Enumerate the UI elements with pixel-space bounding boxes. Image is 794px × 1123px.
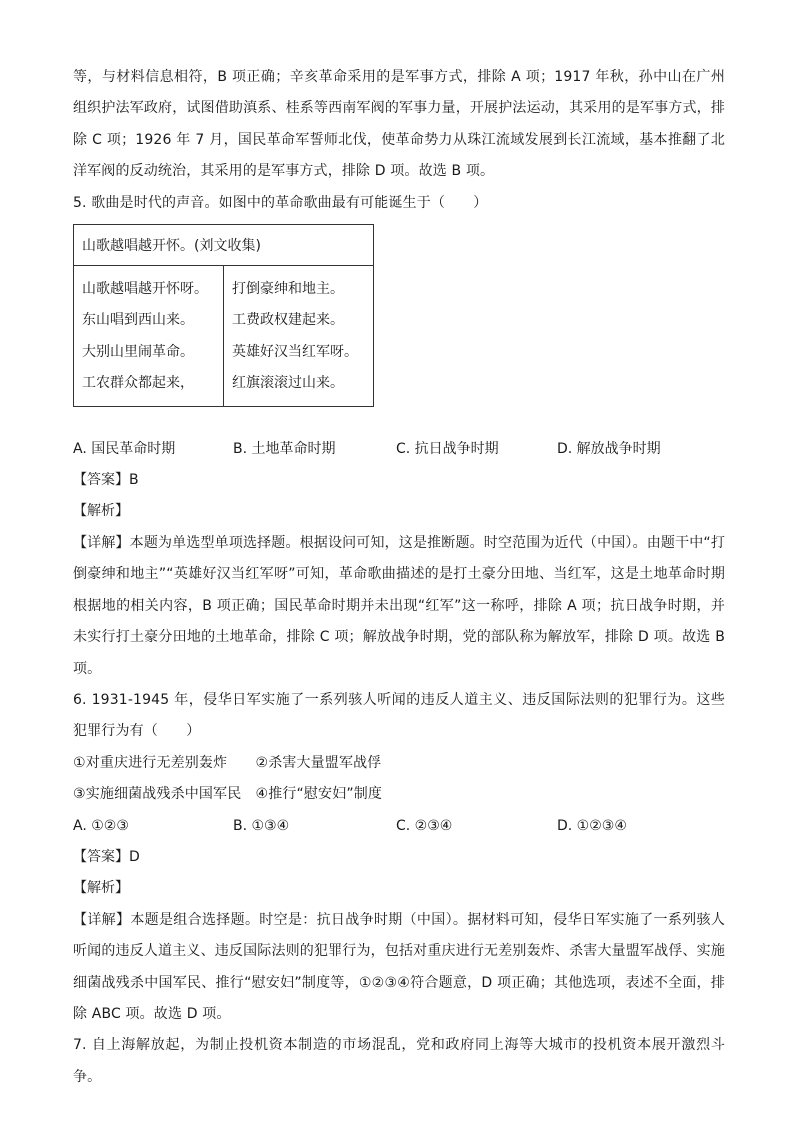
- song-line: 英雄好汉当红军呀。: [232, 343, 358, 360]
- song-line: 工费政权建起来。: [232, 312, 344, 329]
- question-6-items-line1: ①对重庆进行无差别轰炸 ②杀害大量盟军战俘: [73, 754, 382, 771]
- top-paragraph: 等，与材料信息相符，B 项正确；辛亥革命采用的是军事方式，排除 A 项；1917 年秋，孙中山在广州组织护法军政府，试图借助滇系、桂系等西南军阀的军事力量，开展护法运动，其采用的是军事方式，排除 C 项；1926 年 7 月，国民革命军誓师北伐，使革命势力从珠江流域发展到长江流域，基本推翻了北洋军阀的反动统治，其采用的是军事方式，排除 D 项。故选 B 项。: [73, 69, 725, 180]
- song-table: [73, 224, 374, 407]
- song-line: 东山唱到西山来。: [82, 312, 194, 329]
- question-7-stem: 7. 自上海解放起，为制止投机资本制造的市场混乱，党和政府同上海等大城市的投机资本展开激烈斗争。: [73, 1037, 725, 1085]
- question-6-items-line2: ③实施细菌战残杀中国军民 ④推行“慰安妇”制度: [73, 786, 383, 803]
- song-right-column: [224, 266, 374, 407]
- question-5-answer: 【答案】B: [73, 472, 139, 489]
- question-5-options: [73, 434, 725, 465]
- song-line: 山歌越唱越开怀呀。: [82, 281, 208, 298]
- document-page: [73, 62, 725, 1093]
- option-c: C. ②③④: [396, 817, 453, 834]
- question-6-answer: 【答案】D: [73, 848, 140, 865]
- question-5-stem: 5. 歌曲是时代的声音。如图中的革命歌曲最有可能诞生于（ ）: [73, 194, 488, 211]
- option-d: D. ①②③④: [557, 817, 627, 834]
- song-line: 大别山里闹革命。: [82, 343, 194, 360]
- option-c: C. 抗日战争时期: [396, 440, 499, 457]
- song-title: 山歌越唱越开怀。(刘文收集): [74, 225, 374, 266]
- option-a: A. ①②③: [73, 817, 129, 834]
- option-b: B. ①③④: [233, 817, 290, 834]
- option-b: B. 土地革命时期: [233, 440, 336, 457]
- song-left-column: [74, 266, 224, 407]
- question-5-detail: 【详解】本题为单选型单项选择题。根据设问可知，这是推断题。时空范围为近代（中国）。由题干中“打倒豪绅和地主”“英雄好汉当红军呀”可知，革命歌曲描述的是打土豪分田地、当红军，这是土地革命时期根据地的相关内容，B 项正确；国民革命时期并未出现“红军”这一称呼，排除 A 项；抗日战争时期，并未实行打土豪分田地的土地革命，排除 C 项；解放战争时期，党的部队称为解放军，排除 D 项。故选 B 项。: [73, 534, 725, 677]
- song-line: 打倒豪绅和地主。: [232, 281, 344, 298]
- question-5-analysis-label: 【解析】: [73, 503, 129, 520]
- option-d: D. 解放战争时期: [557, 440, 661, 457]
- question-6-stem: 6. 1931-1945 年，侵华日军实施了一系列骇人听闻的违反人道主义、违反国际法则的犯罪行为。这些犯罪行为有（ ）: [73, 691, 725, 740]
- question-6-detail: 【详解】本题是组合选择题。时空是：抗日战争时期（中国）。据材料可知，侵华日军实施了一系列骇人听闻的违反人道主义、违反国际法则的犯罪行为，包括对重庆进行无差别轰炸、杀害大量盟军战俘、实施细菌战残杀中国军民、推行“慰安妇”制度等，①②③④符合题意，D 项正确；其他选项，表述不全面，排除 ABC 项。故选 D 项。: [73, 911, 725, 1022]
- question-6-analysis-label: 【解析】: [73, 880, 129, 897]
- question-6-options: [73, 811, 725, 842]
- option-a: A. 国民革命时期: [73, 440, 176, 457]
- song-line: 红旗滚滚过山来。: [232, 375, 344, 392]
- song-line: 工农群众都起来，: [82, 375, 194, 392]
